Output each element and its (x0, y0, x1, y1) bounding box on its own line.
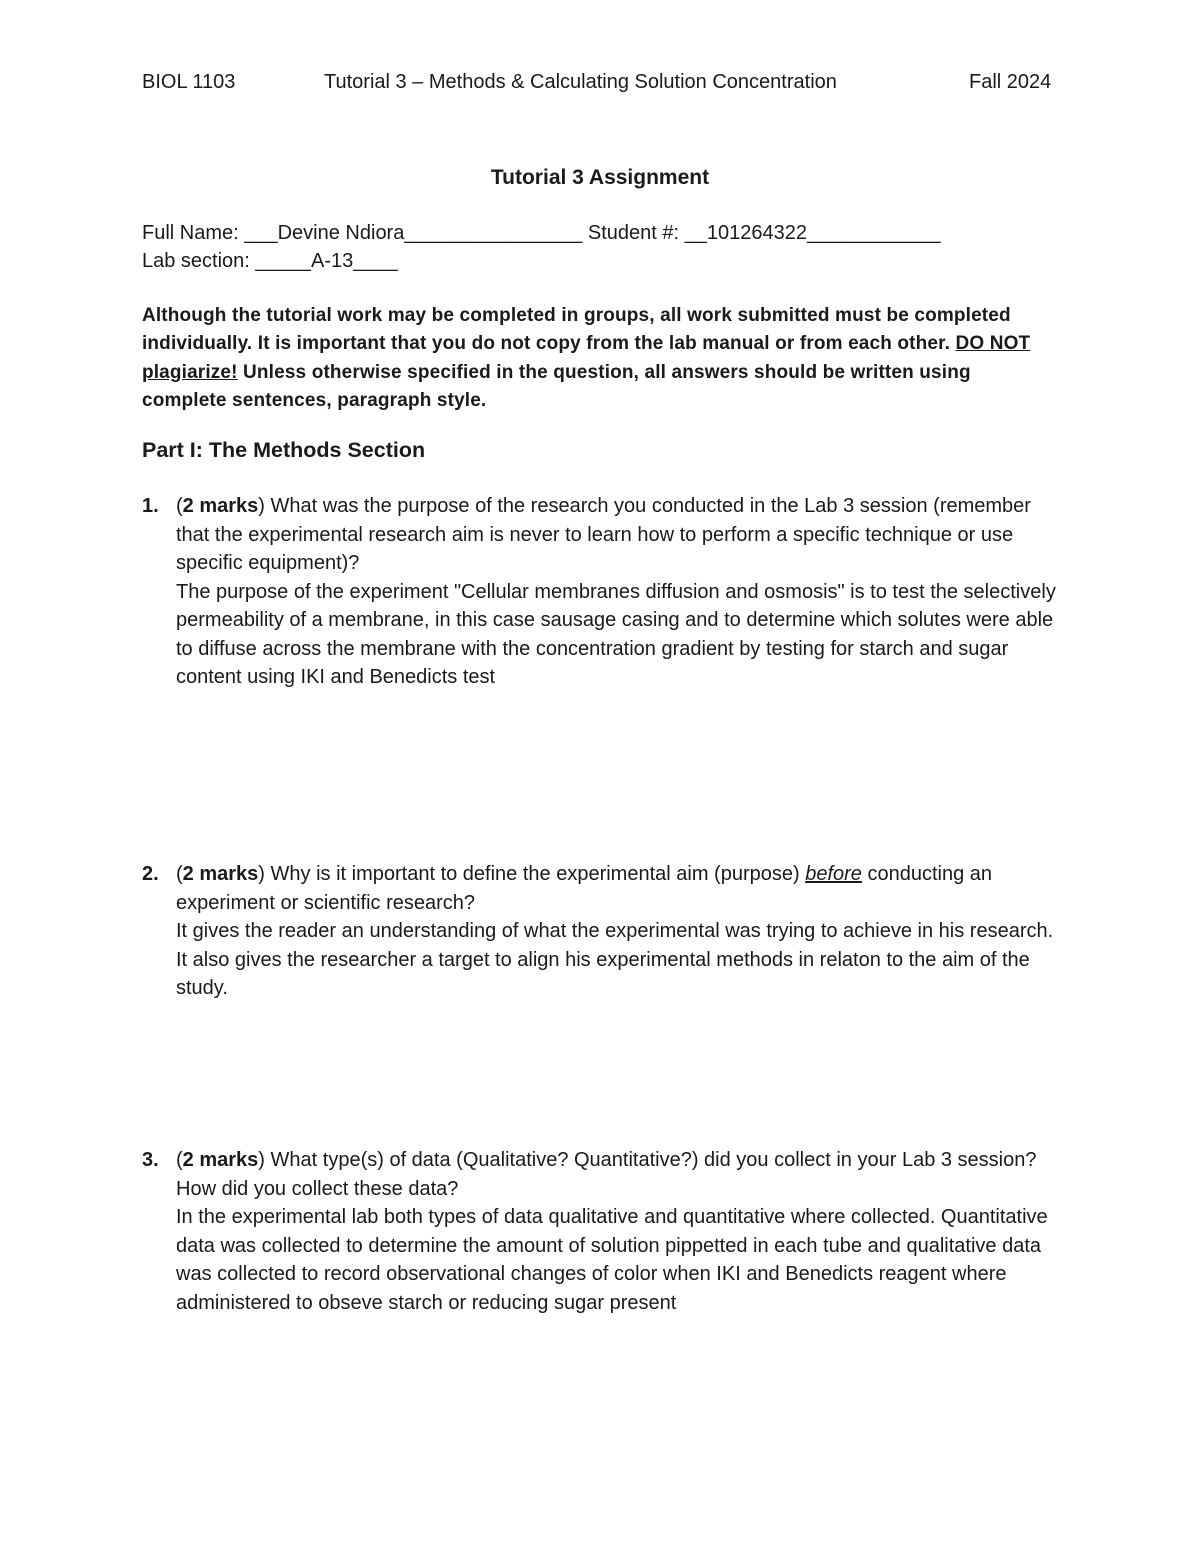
question-text: What was the purpose of the research you conducted in the Lab 3 session (remember that the experimental research aim is never to learn how to perform a specific technique or use specific equipment)? (176, 495, 1031, 574)
question-text-before: Why is it important to define the experimental aim (purpose) (264, 863, 806, 885)
notice-text-2: Unless otherwise specified in the question, all answers should be written using complete sentences, paragraph style. (142, 361, 971, 411)
marks-close-paren: ) (258, 495, 265, 517)
answer-text[interactable]: The purpose of the experiment "Cellular membranes diffusion and osmosis" is to test the selectively permeability of a membrane, in this case sausage casing and to determine which solutes were able to diffuse across the membrane with the concentration gradient by testing for starch and sugar content using IKI and Benedicts test (176, 580, 1056, 688)
question-number: 3. (142, 1149, 159, 1171)
question-marks: 2 marks (182, 863, 259, 885)
plagiarism-notice (142, 302, 1057, 415)
header-course: BIOL 1103 (142, 71, 236, 93)
full-name-line: Full Name: ___Devine Ndiora________________ Student #: __101264322____________ (142, 222, 941, 244)
question-text: What type(s) of data (Qualitative? Quantitative?) did you collect in your Lab 3 session? How did you collect these data? (176, 1149, 1037, 1200)
marks-open-paren: ( (176, 863, 183, 885)
marks-close-paren: ) (258, 863, 265, 885)
question-marks: 2 marks (182, 495, 259, 517)
question-text-after: conducting an experiment or scientific research? (176, 863, 993, 914)
question-number: 2. (142, 863, 159, 885)
header-tutorial-title: Tutorial 3 – Methods & Calculating Solution Concentration (324, 71, 837, 93)
marks-open-paren: ( (176, 495, 183, 517)
answer-text[interactable]: In the experimental lab both types of data qualitative and quantitative where collected. Quantitative data was collected to determine the amount of solution pippetted in each tube and qualitative data was collected to record observational changes of color when IKI and Benedicts reagent where administered to obseve starch or reducing sugar present (176, 1206, 1048, 1314)
header-term: Fall 2024 (969, 71, 1052, 93)
page-title: Tutorial 3 Assignment (490, 166, 710, 189)
marks-open-paren: ( (176, 1149, 183, 1171)
question-body (176, 492, 1066, 692)
part-title: Part I: The Methods Section (142, 438, 426, 462)
question-emphasis: before (805, 863, 862, 885)
notice-underlined: DO NOT plagiarize! (142, 333, 1031, 383)
lab-section-line: Lab section: _____A-13____ (142, 250, 398, 272)
question-body (176, 1146, 1066, 1317)
answer-text[interactable]: It gives the reader an understanding of what the experimental was trying to achieve in his research. It also gives the researcher a target to align his experimental methods in relaton to the aim of the study. (176, 920, 1054, 999)
question-number: 1. (142, 495, 159, 517)
question-body (176, 860, 1066, 1003)
notice-text-1: Although the tutorial work may be completed in groups, all work submitted must be completed individually. It is important that you do not copy from the lab manual or from each other. (142, 305, 1011, 355)
question-marks: 2 marks (182, 1149, 259, 1171)
marks-close-paren: ) (258, 1149, 265, 1171)
